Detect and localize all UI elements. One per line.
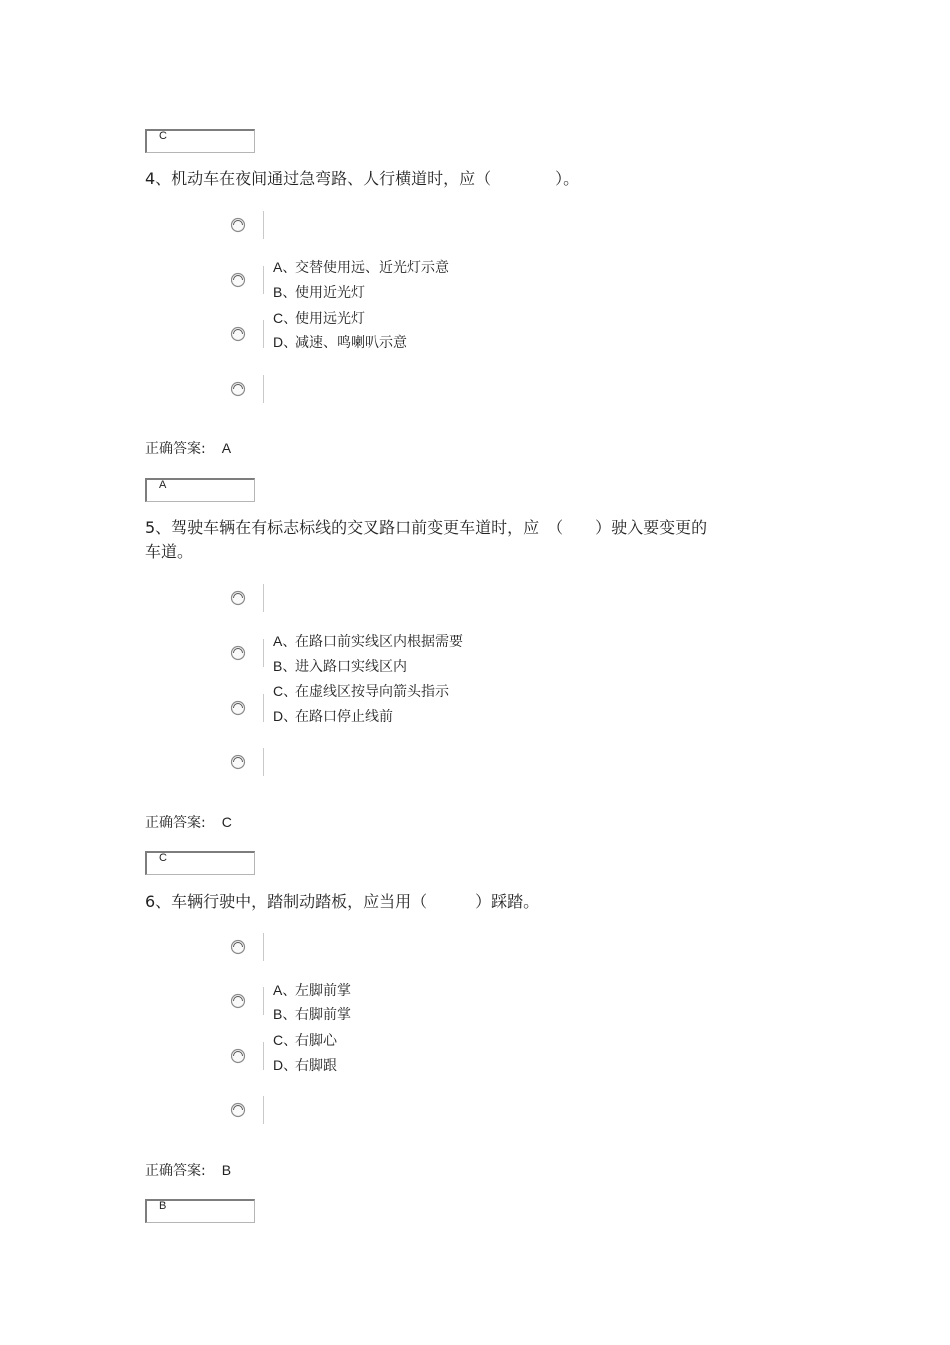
correct-answer: 正确答案: A [145, 440, 232, 457]
answer-box-q5[interactable] [145, 851, 255, 875]
radio-option-d[interactable] [230, 748, 264, 776]
option-c: C、在虚线区按导向箭头指示 [273, 683, 449, 700]
option-b: B、使用近光灯 [273, 284, 365, 301]
radio-icon [230, 754, 246, 770]
question-text-line2: 车道。 [145, 542, 194, 561]
radio-option-c[interactable] [230, 694, 264, 722]
radio-option-d[interactable] [230, 1096, 264, 1124]
option-a: A、在路口前实线区内根据需要 [273, 633, 463, 650]
question-text: 5、驾驶车辆在有标志标线的交叉路口前变更车道时，应 （ ）驶入要变更的 [145, 518, 708, 537]
option-a: A、左脚前掌 [273, 982, 351, 999]
radio-option-a[interactable] [230, 933, 264, 961]
radio-option-c[interactable] [230, 320, 264, 348]
radio-option-a[interactable] [230, 584, 264, 612]
radio-icon [230, 272, 246, 288]
radio-icon [230, 939, 246, 955]
radio-option-b[interactable] [230, 266, 264, 294]
answer-box-q4[interactable] [145, 478, 255, 502]
answer-box-value: C [159, 130, 167, 142]
radio-option-a[interactable] [230, 211, 264, 239]
option-b: B、右脚前掌 [273, 1006, 351, 1023]
answer-box-value: A [159, 479, 167, 491]
option-d: D、在路口停止线前 [273, 708, 393, 725]
radio-option-b[interactable] [230, 987, 264, 1015]
radio-icon [230, 326, 246, 342]
answer-box-value: B [159, 1200, 167, 1212]
option-c: C、右脚心 [273, 1032, 337, 1049]
question-text: 6、车辆行驶中，踏制动踏板，应当用（ ）踩踏。 [145, 892, 540, 911]
radio-icon [230, 381, 246, 397]
question-text: 4、机动车在夜间通过急弯路、人行横道时，应（ ）。 [145, 169, 580, 188]
radio-option-b[interactable] [230, 639, 264, 667]
option-b: B、进入路口实线区内 [273, 658, 407, 675]
radio-icon [230, 1102, 246, 1118]
radio-icon [230, 217, 246, 233]
correct-answer: 正确答案: B [145, 1162, 232, 1179]
radio-icon [230, 700, 246, 716]
radio-icon [230, 993, 246, 1009]
radio-icon [230, 1048, 246, 1064]
correct-answer: 正确答案: C [145, 814, 232, 831]
radio-icon [230, 645, 246, 661]
answer-box-value: C [159, 852, 167, 864]
answer-box-q6[interactable] [145, 1199, 255, 1223]
option-d: D、减速、鸣喇叭示意 [273, 334, 407, 351]
answer-box-q3[interactable] [145, 129, 255, 153]
radio-icon [230, 590, 246, 606]
option-d: D、右脚跟 [273, 1057, 337, 1074]
option-a: A、交替使用远、近光灯示意 [273, 259, 449, 276]
option-c: C、使用远光灯 [273, 310, 365, 327]
radio-option-d[interactable] [230, 375, 264, 403]
radio-option-c[interactable] [230, 1042, 264, 1070]
